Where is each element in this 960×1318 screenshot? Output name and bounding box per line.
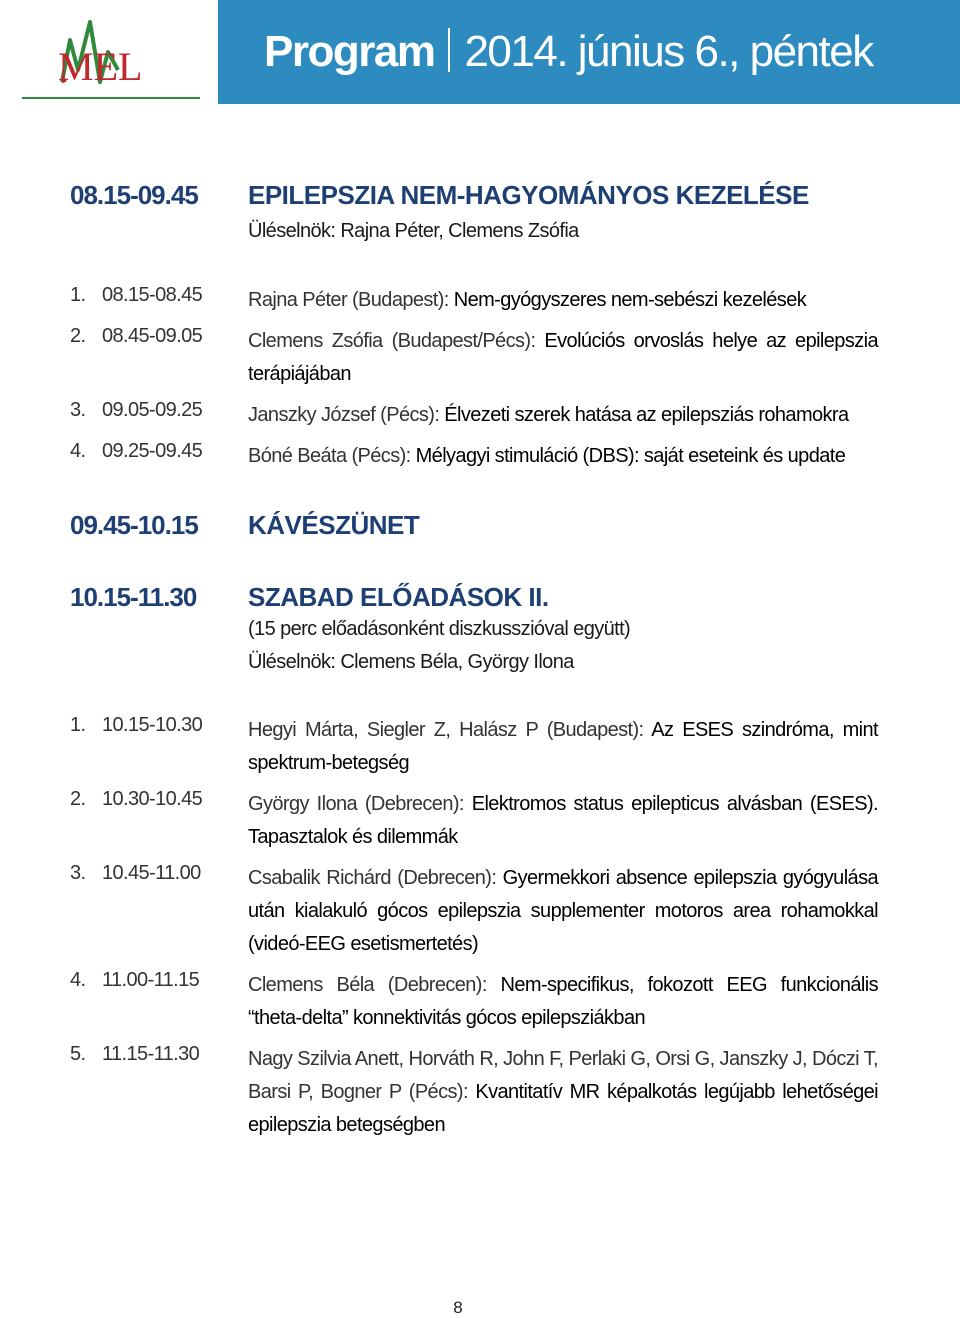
logo-text: MEL [58,44,143,89]
talk-author: Csabalik Richárd (Debrecen): [248,867,497,889]
talk-author: Hegyi Márta, Siegler Z, Halász P (Budapest): [248,719,644,741]
talk-number: 2. [70,788,86,810]
talk-author: György Ilona (Debrecen): [248,793,464,815]
session-time: 08.15-09.45 [70,180,198,210]
mel-logo [0,0,218,104]
talk-number: 3. [70,862,86,884]
talk-body [248,1043,878,1142]
talk-time: 11.15-11.30 [102,1043,200,1065]
talk-title: Az ESES szindróma, mint spektrum-betegség [248,719,879,774]
talk-title: Gyermekkori absence epilepszia gyógyulása után kialakuló gócos epilepszia supplementer motoros area rohamokkal (videó-EEG esetismertetés) [248,867,878,955]
session-chairs: Üléselnök: Rajna Péter, Clemens Zsófia [248,220,579,242]
talk-title: Élvezeti szerek hatása az epilepsziás rohamokra [444,404,849,426]
title-separator [448,28,450,72]
talk-number: 5. [70,1043,86,1065]
talk-time: 08.45-09.05 [102,325,203,347]
talk-body [248,969,878,1035]
page-title [218,27,873,77]
talk-time: 09.25-09.45 [102,440,203,462]
talk-body [248,399,878,432]
talk-author: Rajna Péter (Budapest): [248,289,449,311]
talk-number: 4. [70,440,86,462]
talk-body [248,325,878,391]
talk-title: Evolúciós orvoslás helye az epilepszia terápiájában [248,330,878,385]
session-title: EPILEPSZIA NEM-HAGYOMÁNYOS KEZELÉSE [248,180,809,210]
mel-logo-icon [0,0,218,104]
talk-body [248,862,878,961]
talk-time: 09.05-09.25 [102,399,203,421]
talk-title: Kvantitatív MR képalkotás legújabb lehetőségei epilepszia betegségben [248,1081,878,1136]
session-time: 09.45-10.15 [70,510,198,540]
session-title: SZABAD ELŐADÁSOK II. [248,582,549,612]
session-title: KÁVÉSZÜNET [248,510,420,540]
talk-body [248,788,878,854]
talk-author: Clemens Béla (Debrecen): [248,974,487,996]
talk-author: Bóné Beáta (Pécs): [248,445,411,467]
talk-time: 08.15-08.45 [102,284,203,306]
talk-time: 10.45-11.00 [102,862,201,884]
talk-author: Clemens Zsófia (Budapest/Pécs): [248,330,536,352]
title-date: 2014. június 6., péntek [464,27,873,76]
talk-number: 1. [70,714,86,736]
talk-body [248,440,878,473]
talk-number: 3. [70,399,86,421]
talk-title: Nem-specifikus, fokozott EEG funkcionális “theta-delta” konnektivitás gócos epilepsziákban [248,974,878,1029]
session-chairs: Üléselnök: Clemens Béla, György Ilona [248,651,574,673]
header-bar [218,0,960,104]
talk-title: Nem-gyógyszeres nem-sebészi kezelések [453,289,807,311]
talk-body [248,714,878,780]
talk-number: 1. [70,284,86,306]
talk-time: 11.00-11.15 [102,969,200,991]
session-time: 10.15-11.30 [70,582,197,612]
talk-time: 10.30-10.45 [102,788,203,810]
talk-number: 2. [70,325,86,347]
page-number: 8 [453,1298,463,1317]
talk-author: Nagy Szilvia Anett, Horváth R, John F, Perlaki G, Orsi G, Janszky J, Dóczi T, Barsi P, Bogner P (Pécs): [248,1048,878,1103]
talk-body [248,284,878,317]
talk-time: 10.15-10.30 [102,714,203,736]
talk-author: Janszky József (Pécs): [248,404,440,426]
talk-title: Elektromos status epilepticus alvásban (ESES). Tapasztalok és dilemmák [248,793,878,848]
session-note: (15 perc előadásonként diszkusszióval együtt) [248,618,631,640]
talk-title: Mélyagyi stimuláció (DBS): saját eseteink és update [415,445,846,467]
title-program: Program [264,27,435,76]
talk-number: 4. [70,969,86,991]
